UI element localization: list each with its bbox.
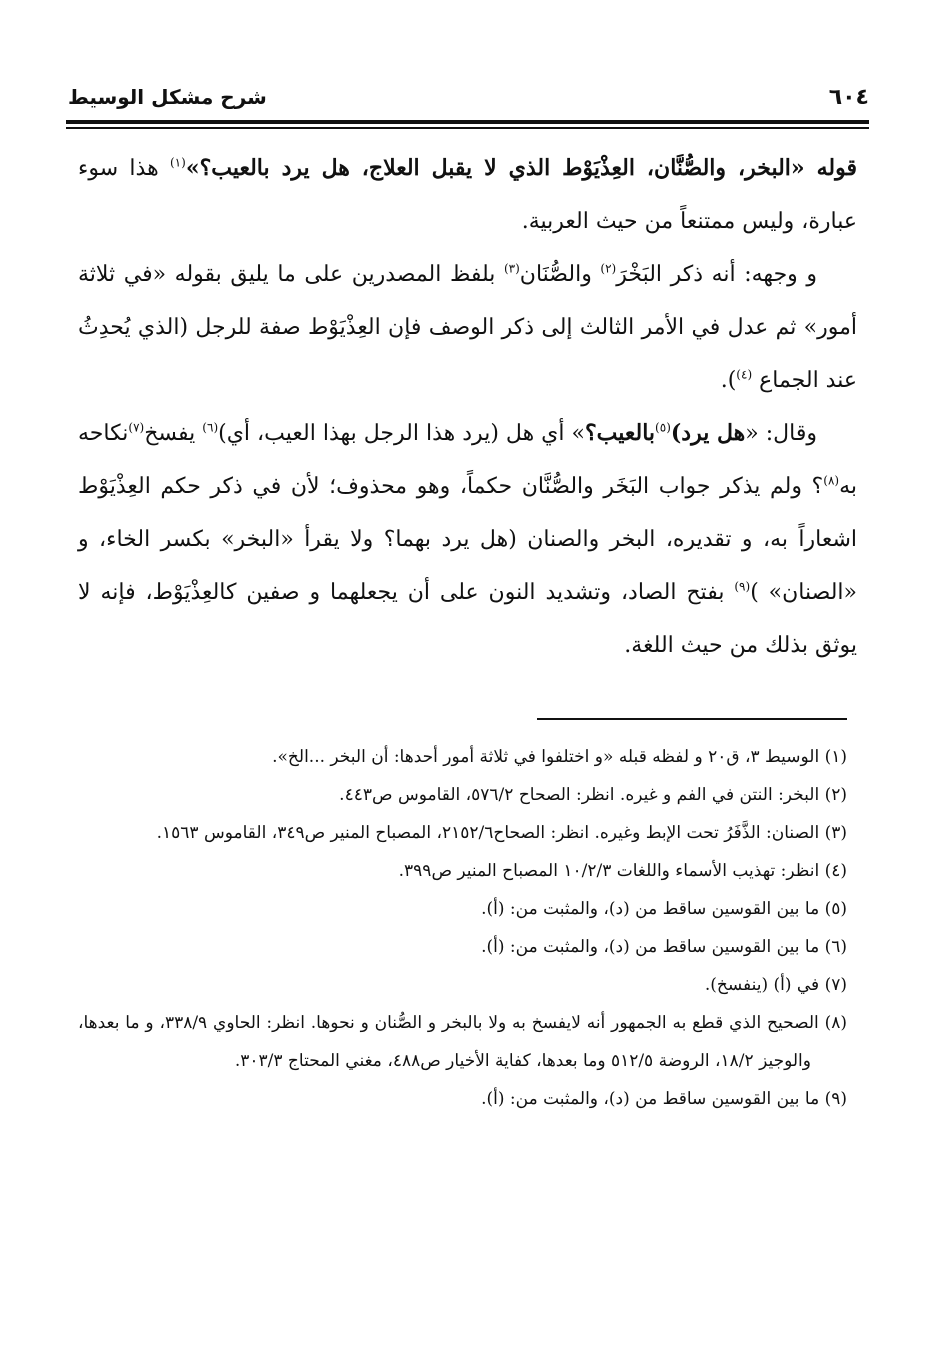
main-text: [78, 142, 857, 672]
paragraph-3-text-d: » أي هل (يرد هذا الرجل بهذا العيب، أي): [218, 421, 585, 446]
paragraph-2: [78, 248, 857, 407]
footnote-5: (٥) ما بين القوسين ساقط من (د)، والمثبت من: (أ).: [481, 899, 847, 919]
running-title: شرح مشكل الوسيط: [68, 85, 267, 109]
footnote-7: (٧) في (أ) (ينفسخ).: [704, 975, 847, 995]
paragraph-3: [78, 407, 857, 672]
footnote-4: (٤) انظر: تهذيب الأسماء واللغات ١٠/٢/٣ المصباح المنير ص٣٩٩.: [398, 861, 847, 881]
paragraph-2-text-b: والصُّنَان: [519, 262, 601, 287]
footnote-3: (٣) الصنان: الذَّفَرُ تحت الإبط وغيره. انظر: الصحاح٢١٥٢/٦، المصباح المنير ص٣٤٩، القاموس ١٥٦٣.: [156, 823, 847, 843]
quoted-phrase: قوله «البخر، والصُّنَّان، العِذْيَوْط الذي لا يقبل العلاج، هل يرد بالعيب؟»: [185, 155, 857, 181]
footnote-ref-7: (٧): [128, 420, 145, 435]
paragraph-2-text-c: بلفظ المصدرين على ما يليق بقوله «في ثلاثة أمور» ثم عدل في الأمر الثالث إلى ذكر الوصف فإن العِذْيَوْط صفة للرجل (الذي يُحدِثُ عند الجماع: [78, 262, 857, 393]
footnote-8: (٨) الصحيح الذي قطع به الجمهور أنه لايفسخ به ولا بالبخر و الصُّنان و نحوها. انظر: الحاوي ٣٣٨/٩، و ما بعدها، والوجيز ١٨/٢، الروضة ٥١٢/٥ وما بعدها، كفاية الأخيار ص٤٨٨، مغني المحتاج ٣٠٣/٣.: [78, 1013, 847, 1071]
footnote-ref-4: (٤): [736, 367, 753, 382]
header-rule-thin: [66, 127, 869, 129]
header-rule-thick: [66, 120, 869, 124]
footnote-6: (٦) ما بين القوسين ساقط من (د)، والمثبت من: (أ).: [481, 937, 847, 957]
footnotes: [78, 738, 847, 1118]
paragraph-1-text: هذا سوء عبارة، وليس ممتنعاً من حيث العربية.: [78, 156, 857, 234]
footnote-ref-3: (٣): [503, 261, 520, 276]
footnote-ref-1: (١): [169, 155, 186, 170]
paragraph-3-text-g: ؟ ولم يذكر جواب البَخَر والصُّنَّان حكماً، وهو محذوف؛ لأن في ذكر حكم العِذْيَوْط اشعاراً به، و تقديره، البخر والصنان (هل يرد بهما؟ ولا يقرأ «البخر» بكسر الخاء، و «الصنان» ): [78, 474, 857, 605]
paragraph-3-text-e: يفسخ: [144, 421, 203, 446]
paragraph-2-text-d: ).: [720, 368, 737, 393]
page-number: ٦٠٤: [828, 84, 869, 110]
footnote-ref-9: (٩): [734, 579, 751, 594]
page-header: [68, 80, 869, 114]
footnote-ref-2: (٢): [600, 261, 617, 276]
footnote-ref-5: (٥): [655, 420, 671, 435]
paragraph-3-text-h: بفتح الصاد، وتشديد النون على أن يجعلهما و صفين كالعِذْيَوْط، فإنه لا يوثق بذلك من حيث اللغة.: [78, 580, 857, 658]
paragraph-3-text-f: نكاحه به: [78, 421, 857, 499]
footnote-separator: [537, 718, 847, 720]
paragraph-2-text-a: و وجهه: أنه ذكر البَخْرَ: [616, 262, 817, 287]
footnote-9: (٩) ما بين القوسين ساقط من (د)، والمثبت من: (أ).: [481, 1089, 847, 1109]
footnote-1: (١) الوسيط ٣، ق٢٠ و لفظه قبله «و اختلفوا في ثلاثة أمور أحدها: أن البخر ...الخ».: [272, 747, 847, 767]
paragraph-3-text-a: وقال: «: [745, 421, 817, 446]
footnote-ref-6: (٦): [202, 420, 219, 435]
footnote-2: (٢) البخر: النتن في الفم و غيره. انظر: الصحاح ٥٧٦/٢، القاموس ص٤٤٣.: [339, 785, 847, 805]
quoted-phrase-3: بالعيب؟: [584, 420, 656, 446]
footnote-ref-8: (٨): [823, 473, 840, 488]
paragraph-1: [78, 142, 857, 248]
quoted-phrase-2: هل يرد): [670, 420, 746, 446]
